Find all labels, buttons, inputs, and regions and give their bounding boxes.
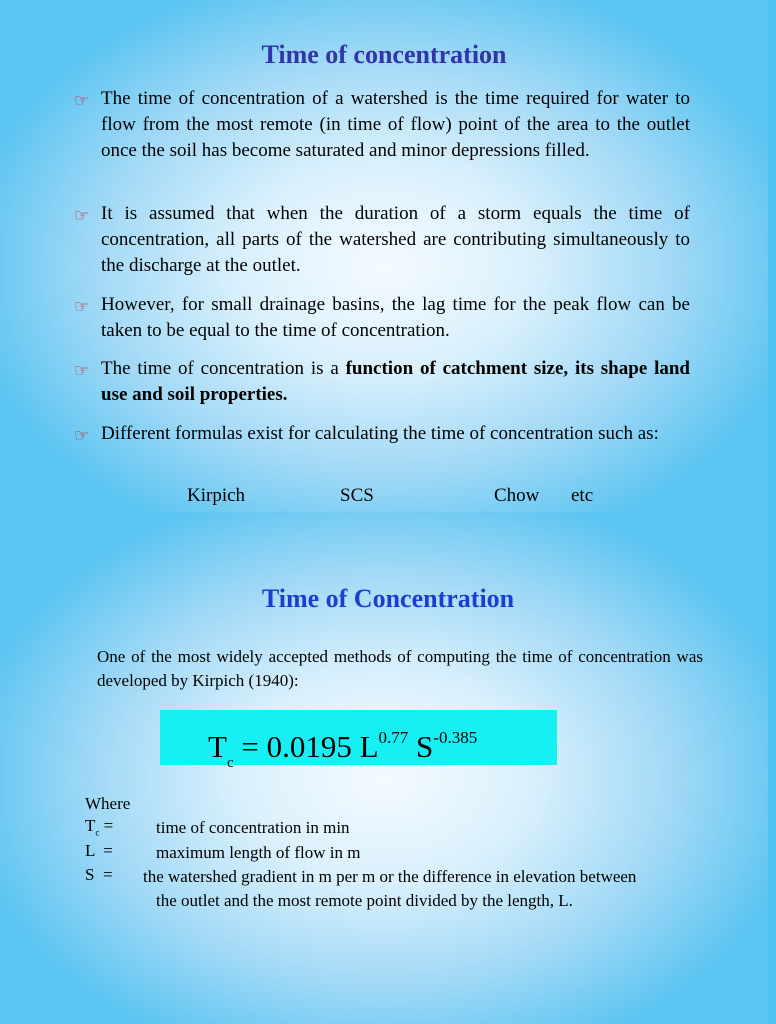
bullet-text: Different formulas exist for calculating the time of concentration such as:: [101, 423, 659, 444]
slide-title: Time of concentration: [261, 40, 507, 69]
definition-text: maximum length of flow in m: [156, 843, 361, 862]
formula-name: Chow: [494, 485, 540, 506]
bullet-text-bold: function of catchment size, its shape land use and soil properties.: [101, 358, 690, 405]
definition-symbol: $T_c$ =: [85, 816, 114, 838]
definition-symbol: L =: [85, 841, 113, 860]
bullet-text: It is assumed that when the duration of a storm equals the time of concentration, all parts of the watershed are contributing simultaneously to the discharge at the outlet.: [101, 203, 690, 276]
formula-name: etc: [571, 485, 594, 506]
kirpich-formula: $T_c = 0.0195$ $L^{0.77}$ $S^{-0.385}$: [208, 728, 478, 771]
definition-text: the watershed gradient in m per m or the difference in elevation between: [143, 867, 637, 886]
bullet-text: [74, 356, 690, 408]
bullet-item: [74, 292, 690, 344]
pointing-hand-icon: ☞: [74, 206, 90, 226]
bullet-item: [74, 421, 690, 447]
pointing-hand-icon: ☞: [74, 361, 90, 381]
formula-list: [0, 485, 768, 511]
bullet-item: [74, 86, 690, 164]
slide-1: [0, 0, 768, 512]
bullet-item: [74, 356, 690, 408]
formula-name: SCS: [340, 485, 374, 506]
pointing-hand-icon: ☞: [74, 426, 90, 446]
formula-name: Kirpich: [187, 485, 246, 506]
kirpich-formula-box: [160, 710, 557, 771]
bullet-text: The time of concentration of a watershed is the time required for water to flow from the most remote (in time of flow) point of the area to the outlet once the soil has become saturated and minor depressions filled.: [101, 88, 690, 161]
where-label: Where: [85, 794, 131, 813]
definition-symbol: S =: [85, 865, 113, 884]
definition-text: time of concentration in min: [156, 818, 350, 837]
bullet-text-plain: The time of concentration is a: [101, 358, 346, 379]
slide-2: [0, 512, 768, 1024]
slide-title: Time of Concentration: [261, 584, 515, 613]
intro-paragraph: One of the most widely accepted methods of computing the time of concentration was developed by Kirpich (1940):: [97, 647, 703, 690]
bullet-item: [74, 201, 690, 279]
pointing-hand-icon: ☞: [74, 297, 90, 317]
bullet-text: However, for small drainage basins, the lag time for the peak flow can be taken to be equal to the time of concentration.: [101, 294, 690, 341]
definition-text-continued: the outlet and the most remote point divided by the length, L.: [156, 891, 573, 910]
pointing-hand-icon: ☞: [74, 91, 90, 111]
